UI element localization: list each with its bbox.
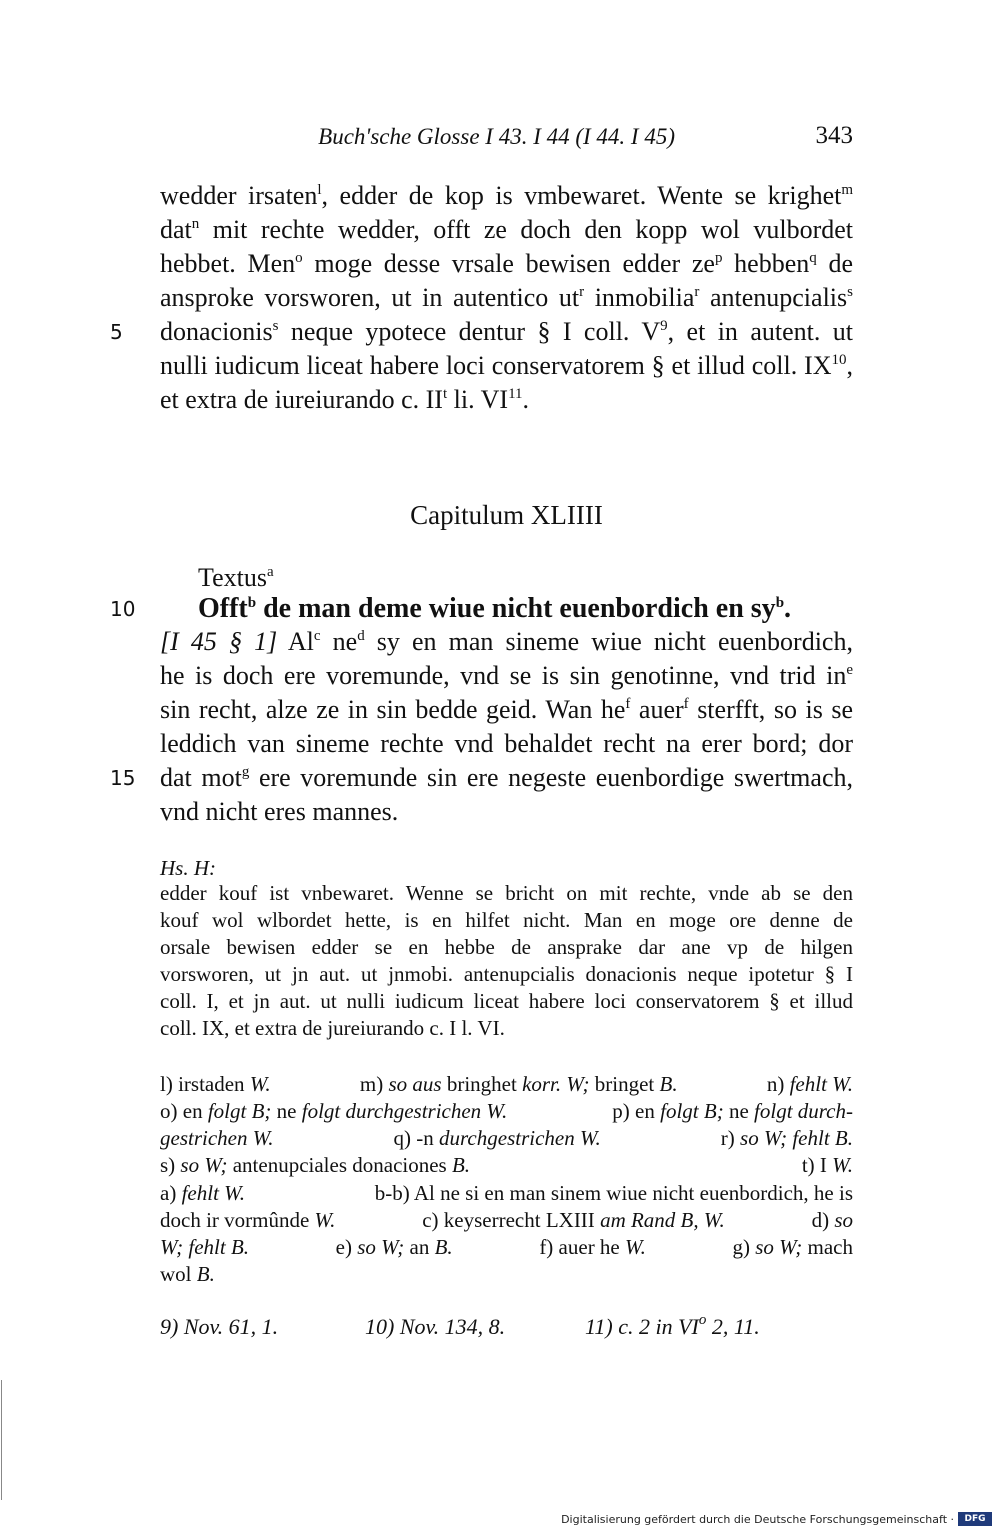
text-line: wedder irsaten$^l$, edder de kop is vmbewaret. Wente se krighet$^m$ [160,181,854,210]
apparatus-note: t) I W. [801,1153,853,1177]
running-header [160,118,853,158]
apparatus-note: f) auer he W. [539,1235,646,1259]
apparatus-note: d) so [811,1208,853,1232]
apparatus-line [160,1152,853,1179]
apparatus-note: c) keyserrecht LXIII am Rand B, W. [422,1208,725,1232]
text-line: leddich van sineme rechte vnd behaldet recht na erer bord; dor [160,729,853,758]
apparatus-note: a) fehlt W. [160,1181,245,1205]
manuscript-variant-text [160,880,853,1042]
apparatus-note: p) en folgt B; ne folgt durch- [612,1099,853,1123]
textus-heading: Textus$^a$ [198,563,274,592]
apparatus-note: e) so W; an B. [335,1235,453,1259]
manuscript-label: Hs. H: [160,856,216,880]
text-line: sin recht, alze ze in sin bedde geid. Wan $he^f$ auer$^f$ sterfft, so is se [160,695,853,724]
critical-apparatus-gloss [160,1071,853,1179]
subheading-text: Offt$^b$ de man deme wiue nicht euenbordich en $sy^b$. [198,593,792,624]
text-line: 15 dat mot$^g$ ere voremunde sin ere negeste euenbordige swertmach, [160,761,853,795]
apparatus-line [160,1207,853,1234]
apparatus-note: doch ir vormûnde W. [160,1208,336,1232]
manuscript-line: vorsworen, ut jn aut. ut jnmobi. antenupcialis donacionis neque ipotetur § I [160,962,853,986]
text-subheading [110,593,792,625]
manuscript-line: orsale bewisen edder se en hebbe de ansprake dar ane vp de hilgen [160,935,853,959]
reference-note: 10) Nov. 134, 8. [365,1314,506,1339]
apparatus-note: g) so W; mach [732,1235,853,1259]
apparatus-line [160,1098,853,1125]
reference-note: 11) c. 2 in $VI^o$ 2, 11. [585,1312,760,1339]
apparatus-note: wol B. [160,1262,215,1286]
apparatus-note: l) irstaden W. [160,1072,271,1096]
apparatus-note: W; fehlt B. [160,1235,250,1259]
line-number: 5 [110,320,123,344]
text-line: 5 donacionis$^s$ neque ypotece dentur § I coll. $V^9$, et in autent. ut [160,315,853,349]
dfg-logo: DFG [958,1512,992,1526]
apparatus-line [160,1234,853,1261]
apparatus-note: r) so W; fehlt B. [720,1126,853,1150]
text-line: [I 45 § 1] Al$^c$ $ne^d$ sy en man sineme wiue nicht euenbordich, [160,627,853,656]
apparatus-line [160,1071,853,1098]
apparatus-note: gestrichen W. [160,1126,274,1150]
digitization-footer: Digitalisierung gefördert durch die Deutsche Forschungsgemeinschaft · [561,1513,954,1526]
text-line: dat$^n$ mit rechte wedder, offt ze doch den kopp wol vulbordet [160,215,853,244]
manuscript-line: coll. I, et jn aut. ut nulli iudicum liceat habere loci conservatorem § et illud [160,989,853,1013]
apparatus-note: q) -n durchgestrichen W. [393,1126,601,1150]
manuscript-line: edder kouf ist vnbewaret. Wenne se bricht on mit rechte, vnde ab se den [160,881,853,905]
line-number: 10 [110,597,136,621]
page-number: 343 [815,122,853,149]
manuscript-line: kouf wol wlbordet hette, is en hilfet nicht. Man en moge ore denne de [160,908,853,932]
manuscript-line: coll. IX, et extra de jureiurando c. I l. VI. [160,1016,505,1040]
apparatus-line [160,1125,853,1152]
apparatus-note: m) so aus bringhet korr. W; bringet B. [359,1072,678,1096]
text-line: he is doch ere voremunde, vnd se is sin genotinne, vnd trid $in^e$ [160,661,853,690]
text-line: nulli iudicum liceat habere loci conservatorem § et illud coll. IX$^{10}$, [160,351,853,380]
text-line: et extra de iureiurando c. $II^t$ li. VI$^{11}$. [160,385,530,414]
text-line: ansproke vorsworen, ut in autentico $ut^r$ inmobilia$^r$ antenupcialis$^s$ [160,283,853,312]
critical-apparatus-text [160,1180,853,1288]
text-line: hebbet. Men$^o$ moge desse vrsale bewisen edder $ze^p$ hebben$^q$ de [160,249,853,278]
chapter-title: Capitulum XLIIII [410,500,603,530]
apparatus-note: s) so W; antenupciales donaciones B. [160,1153,471,1177]
apparatus-note: n) fehlt W. [766,1072,853,1096]
apparatus-note: o) en folgt B; ne folgt durchgestrichen W. [160,1099,508,1123]
scan-edge-rule [1,1380,2,1500]
running-title: Buch'sche Glosse I 43. I 44 (I 44. I 45) [318,124,675,149]
gloss-text [110,179,854,417]
source-references [160,1314,853,1344]
apparatus-line [160,1261,853,1288]
text-line: vnd nicht eres mannes. [160,797,399,826]
line-number: 15 [110,766,136,790]
apparatus-note: b-b) Al ne si en man sinem wiue nicht euenbordich, he is [374,1181,853,1205]
reference-note: 9) Nov. 61, 1. [160,1314,279,1339]
apparatus-line [160,1180,853,1207]
main-text [110,625,853,829]
